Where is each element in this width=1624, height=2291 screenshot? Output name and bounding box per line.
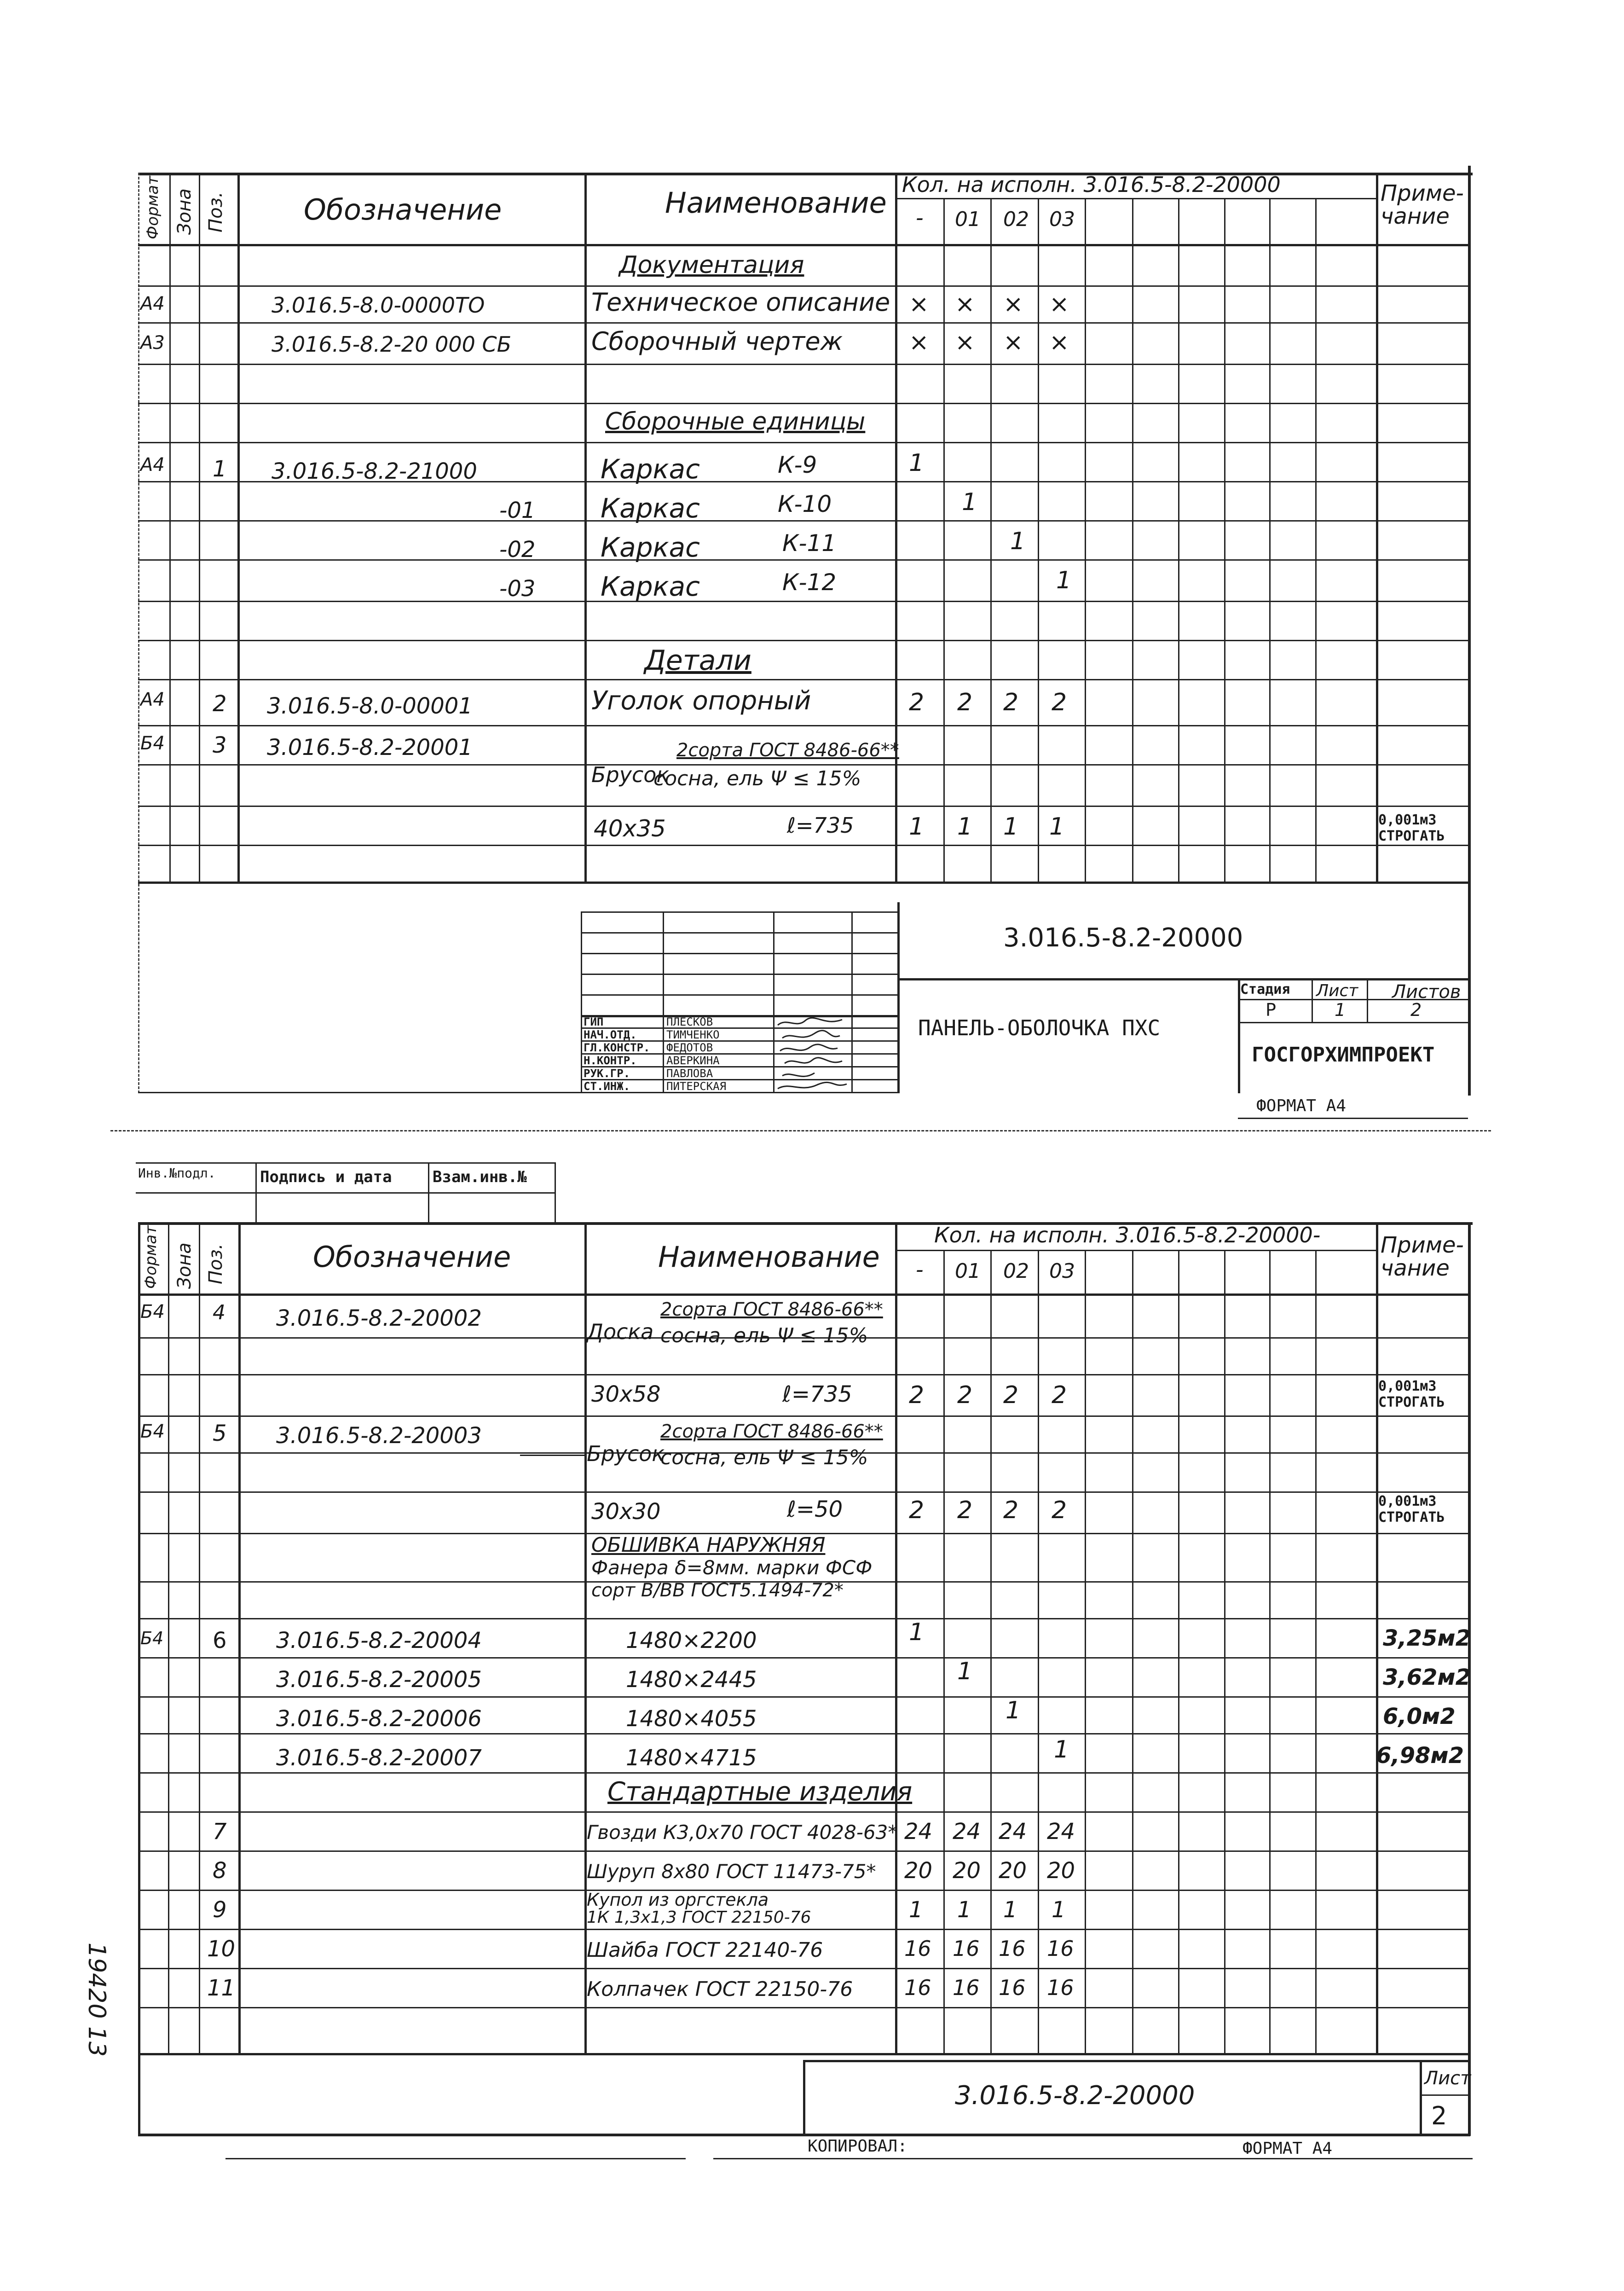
qty-cell: × [909, 290, 929, 318]
row-pos: 11 [207, 1975, 236, 2001]
row-name2: К-10 [778, 491, 832, 517]
qty-cell: 20 [904, 1858, 933, 1884]
row-name-b: сосна, ель Ψ ≤ 15% [653, 767, 861, 790]
row-designation: 3.016.5-8.0-00001 [267, 693, 473, 719]
row-designation: 3.016.5-8.2-20004 [276, 1628, 482, 1653]
qty-cell: 16 [904, 1975, 931, 2000]
row-note: 0,001м3 СТРОГАТЬ [1378, 1378, 1445, 1410]
qty-cell: 2 [957, 1496, 973, 1524]
qty-cell: 1 [1049, 813, 1065, 841]
qty-cell: 20 [953, 1858, 981, 1884]
row-pos: 3 [213, 732, 227, 758]
qty-cell: 16 [953, 1936, 980, 1961]
row-name-b: сосна, ель Ψ ≤ 15% [660, 1324, 868, 1347]
row-name: Доска [587, 1319, 654, 1344]
col-format-header: Формат [144, 176, 162, 239]
signatures-sheet-1 [773, 1015, 851, 1093]
row-pos: 7 [213, 1819, 227, 1844]
row-note: 3,62м2 [1383, 1665, 1471, 1690]
format-label: ФОРМАТ А4 [1256, 1096, 1347, 1115]
row-designation: 3.016.5-8.2-20005 [276, 1667, 482, 1693]
cladding-line-3: сорт В/ВВ ГОСТ5.1494-72* [591, 1580, 844, 1601]
section-standard-items: Стандартные изделия [607, 1777, 913, 1807]
row-name: 30х58 [591, 1381, 661, 1407]
row-name: Каркас [601, 532, 700, 563]
staff-name: ПЛЕСКОВ [666, 1015, 713, 1028]
section-docs: Документация [619, 251, 804, 279]
inv-podl: Инв.№подл. [138, 1166, 216, 1181]
qty-cell: 16 [999, 1975, 1026, 2000]
row-pos: 9 [213, 1897, 227, 1923]
row-pos: 1 [213, 456, 227, 482]
col-format-header: Формат [142, 1225, 160, 1289]
row-name-b: 1К 1,3х1,3 ГОСТ 22150-76 [587, 1908, 811, 1927]
title-block-code: 3.016.5-8.2-20000 [1003, 923, 1243, 953]
qty-cell: 2 [1003, 1381, 1019, 1409]
qty-col-03: 03 [1049, 1259, 1075, 1283]
row-designation: 3.016.5-8.2-20006 [276, 1706, 482, 1732]
qty-cell: 1 [957, 1897, 971, 1923]
row-name: Каркас [601, 453, 700, 485]
qty-cell: × [1049, 329, 1069, 356]
qty-header: Кол. на исполн. 3.016.5-8.2-20000- [934, 1223, 1321, 1247]
qty-cell: 1 [909, 813, 925, 841]
row-note: 6,98м2 [1376, 1743, 1464, 1769]
qty-cell: 20 [999, 1858, 1027, 1884]
staff-role: СТ.ИНЖ. [584, 1080, 630, 1093]
row-name: Сборочный чертеж [591, 327, 843, 356]
qty-cell: 1 [1006, 1697, 1021, 1724]
row-name-b: сосна, ель Ψ ≤ 15% [660, 1446, 868, 1469]
row-name: Брусок [587, 1441, 665, 1466]
cut-line [110, 1130, 1491, 1131]
col-zone-header: Зона [174, 188, 195, 235]
qty-cell: × [909, 329, 929, 356]
staff-name: ТИМЧЕНКО [666, 1028, 720, 1041]
qty-cell: 2 [909, 1496, 925, 1524]
row-name: Купол из оргстекла [587, 1890, 769, 1910]
qty-cell: 1 [957, 1658, 973, 1685]
section-parts: Детали [644, 644, 751, 677]
sign-date: Подпись и дата [260, 1168, 392, 1186]
row-designation: -01 [499, 498, 536, 523]
row-format: А4 [140, 454, 165, 476]
note-header-text: Приме-чание [1381, 180, 1464, 230]
title-block-title: ПАНЕЛЬ-ОБОЛОЧКА ПХС [918, 1015, 1161, 1040]
qty-cell: 16 [904, 1936, 931, 1961]
row-designation: 3.016.5-8.2-21000 [272, 458, 477, 484]
copied-label: КОПИРОВАЛ: [808, 2137, 907, 2156]
qty-col-02: 02 [1003, 1259, 1029, 1283]
qty-cell: × [955, 329, 975, 356]
col-designation-header: Обозначение [313, 1240, 511, 1274]
qty-cell: 24 [999, 1819, 1027, 1844]
row-format: Б4 [140, 1301, 165, 1322]
row-pos: 10 [207, 1936, 236, 1962]
row-name: Уголок опорный [591, 686, 811, 716]
staff-name: ПАВЛОВА [666, 1067, 713, 1080]
qty-header: Кол. на исполн. 3.016.5-8.2-20000 [902, 172, 1281, 197]
qty-cell: 1 [1003, 1897, 1017, 1923]
staff-role: ГЛ.КОНСТР. [584, 1041, 650, 1054]
col-name-header: Наименование [658, 1240, 880, 1274]
staff-role: ГИП [584, 1015, 604, 1028]
sheets-label: Листов [1392, 981, 1461, 1003]
staff-role: РУК.ГР. [584, 1067, 630, 1080]
row-format: А4 [140, 293, 165, 314]
stage-label: Стадия [1240, 981, 1290, 998]
vzam-inv: Взам.инв.№ [433, 1168, 527, 1186]
note-header [1381, 1234, 1468, 1280]
sheet-label: Лист [1424, 2068, 1471, 2089]
row-pos: 2 [213, 691, 227, 717]
row-name-a: 2сорта ГОСТ 8486-66** [660, 1299, 883, 1320]
staff-name: ПИТЕРСКАЯ [666, 1080, 727, 1093]
qty-cell: 1 [1003, 813, 1019, 841]
row-name: Техническое описание [591, 288, 890, 317]
qty-cell: 2 [909, 1381, 925, 1409]
qty-cell: 16 [1047, 1975, 1074, 2000]
sheet-label: Лист [1316, 981, 1358, 1000]
row-note: 0,001м3 СТРОГАТЬ [1378, 1493, 1445, 1525]
qty-cell: 20 [1047, 1858, 1075, 1884]
qty-cell: 1 [962, 488, 977, 516]
qty-cell: × [955, 290, 975, 318]
row-name2: К-9 [778, 452, 817, 478]
row-pos: 5 [213, 1421, 227, 1446]
qty-cell: 16 [999, 1936, 1026, 1961]
row-name-a: 2сорта ГОСТ 8486-66** [676, 740, 899, 761]
qty-cell: 2 [1052, 689, 1067, 716]
row-name: Колпачек ГОСТ 22150-76 [587, 1978, 853, 2001]
margin-note: 19420 13 [83, 1943, 110, 2057]
row-name2: К-11 [782, 530, 837, 557]
title-block-code: 3.016.5-8.2-20000 [955, 2081, 1195, 2111]
row-name: 1480×2200 [626, 1628, 757, 1653]
qty-col-03: 03 [1049, 208, 1075, 231]
qty-col-01: 01 [955, 208, 981, 231]
row-name2: К-12 [782, 569, 837, 596]
row-pos: 8 [213, 1858, 227, 1884]
qty-cell: 1 [1052, 1897, 1066, 1923]
row-designation: 3.016.5-8.2-20001 [267, 735, 473, 760]
sheet-value: 1 [1335, 1000, 1346, 1020]
section-assemblies: Сборочные единицы [605, 408, 866, 435]
row-format: А3 [140, 332, 165, 354]
qty-cell: 2 [1003, 689, 1019, 716]
row-note: 0,001м3 СТРОГАТЬ [1378, 812, 1445, 844]
row-name: Гвозди К3,0х70 ГОСТ 4028-63* [587, 1821, 898, 1844]
col-pos-header: Поз. [205, 1243, 226, 1284]
qty-col-base: - [916, 1257, 924, 1282]
row-name2: ℓ=735 [782, 1381, 852, 1407]
row-name: Каркас [601, 571, 700, 602]
qty-cell: 1 [909, 449, 925, 477]
row-format: Б4 [140, 1421, 165, 1442]
row-designation: -03 [499, 576, 536, 602]
staff-name: ФЕДОТОВ [666, 1041, 713, 1054]
note-header [1381, 182, 1468, 228]
row-name: 30х30 [591, 1499, 661, 1525]
col-name-header: Наименование [665, 186, 887, 220]
row-designation: 3.016.5-8.0-0000ТО [272, 293, 485, 318]
qty-cell: 2 [1052, 1496, 1067, 1524]
row-name: Шайба ГОСТ 22140-76 [587, 1938, 823, 1962]
row-pos: 6 [213, 1628, 227, 1653]
qty-cell: 24 [1047, 1819, 1075, 1844]
col-designation-header: Обозначение [304, 193, 502, 226]
qty-cell: 16 [953, 1975, 980, 2000]
qty-cell: 2 [957, 689, 973, 716]
qty-cell: 1 [909, 1897, 923, 1923]
row-note: 6,0м2 [1383, 1704, 1456, 1729]
qty-col-01: 01 [955, 1259, 981, 1283]
row-designation: 3.016.5-8.2-20 000 СБ [272, 332, 512, 357]
row-name: 1480×4055 [626, 1706, 757, 1732]
row-designation: 3.016.5-8.2-20003 [276, 1423, 482, 1449]
row-format: Б4 [140, 1628, 164, 1648]
qty-cell: × [1003, 290, 1023, 318]
row-pos: 4 [213, 1301, 225, 1324]
row-name: Брусок [591, 762, 670, 787]
qty-cell: 1 [1056, 567, 1072, 594]
cladding-title: ОБШИВКА НАРУЖНЯЯ [591, 1533, 826, 1557]
qty-cell: 1 [1054, 1736, 1069, 1763]
qty-cell: × [1003, 329, 1023, 356]
qty-col-base: - [916, 205, 924, 230]
row-name: 40х35 [594, 815, 666, 842]
row-name: Каркас [601, 493, 700, 524]
row-name: 1480×2445 [626, 1667, 757, 1693]
col-zone-header: Зона [174, 1242, 195, 1289]
qty-cell: × [1049, 290, 1069, 318]
title-block-org: ГОСГОРХИМПРОЕКТ [1252, 1043, 1435, 1067]
qty-cell: 2 [909, 689, 925, 716]
qty-cell: 1 [957, 813, 973, 841]
row-name-a: 2сорта ГОСТ 8486-66** [660, 1421, 883, 1442]
qty-cell: 1 [909, 1618, 925, 1646]
row-name: Шуруп 8х80 ГОСТ 11473-75* [587, 1860, 876, 1883]
note-header-text: Приме-чание [1381, 1232, 1464, 1282]
row-name: 1480×4715 [626, 1745, 757, 1771]
col-pos-header: Поз. [205, 191, 226, 232]
staff-name: АВЕРКИНА [666, 1054, 720, 1067]
qty-cell: 1 [1010, 528, 1026, 555]
stage-value: Р [1266, 1000, 1276, 1020]
qty-cell: 2 [1003, 1496, 1019, 1524]
cladding-line-2: Фанера δ=8мм. марки ФСФ [591, 1556, 873, 1579]
qty-cell: 24 [953, 1819, 981, 1844]
row-designation: -02 [499, 537, 536, 563]
qty-cell: 24 [904, 1819, 933, 1844]
format-label: ФОРМАТ А4 [1243, 2139, 1333, 2158]
row-format: Б4 [140, 733, 165, 754]
qty-cell: 16 [1047, 1936, 1074, 1961]
staff-role: Н.КОНТР. [584, 1054, 637, 1067]
qty-col-02: 02 [1003, 208, 1029, 231]
qty-cell: 2 [1052, 1381, 1067, 1409]
row-name2: ℓ=50 [787, 1496, 843, 1522]
row-format: А4 [140, 689, 165, 710]
sheets-value: 2 [1410, 1000, 1422, 1020]
row-designation: 3.016.5-8.2-20007 [276, 1745, 482, 1771]
row-name2: ℓ=735 [787, 813, 854, 838]
staff-role: НАЧ.ОТД. [584, 1028, 637, 1041]
qty-cell: 2 [957, 1381, 973, 1409]
row-designation: 3.016.5-8.2-20002 [276, 1305, 482, 1331]
sheet-value: 2 [1431, 2101, 1447, 2130]
row-note: 3,25м2 [1383, 1625, 1471, 1651]
